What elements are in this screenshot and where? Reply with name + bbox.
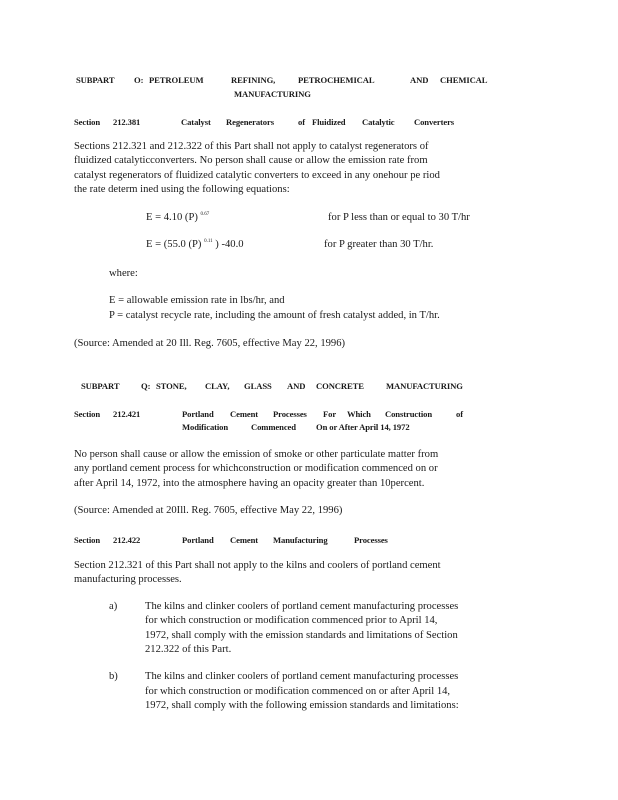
- subpart-q-word: GLASS: [244, 381, 272, 391]
- equation-lhs: E = 4.10 (P): [146, 212, 198, 223]
- list-item-label: b): [109, 671, 118, 682]
- list-item-line: The kilns and clinker coolers of portland cement manufacturing processes: [145, 601, 459, 612]
- section-title-word: Modification: [182, 422, 229, 432]
- section-number: 212.422: [113, 535, 141, 545]
- subpart-o-word: AND: [410, 75, 429, 85]
- list-item-line: for which construction or modification commenced prior to April 14,: [145, 615, 438, 626]
- equation-exponent: 0.11: [204, 239, 213, 244]
- where-label: where:: [109, 268, 138, 279]
- subpart-q-word: STONE,: [156, 381, 187, 391]
- list-item-line: 1972, shall comply with the following emission standards and limitations:: [145, 700, 459, 711]
- section-label: Section: [74, 535, 101, 545]
- source-note: (Source: Amended at 20 Ill. Reg. 7605, effective May 22, 1996): [74, 338, 346, 349]
- subpart-o-word: MANUFACTURING: [234, 89, 311, 99]
- subpart-o-word: CHEMICAL: [440, 75, 488, 85]
- section-title-word: Regenerators: [226, 117, 274, 127]
- list-item-line: 1972, shall comply with the emission standards and limitations of Section: [145, 630, 458, 641]
- section-title-word: Cement: [230, 535, 259, 545]
- equation-lhs: E = (55.0 (P): [146, 239, 202, 250]
- definition-p: P = catalyst recycle rate, including the amount of fresh catalyst added, in T/hr.: [109, 310, 440, 321]
- list-item-label: a): [109, 601, 118, 612]
- body-line: manufacturing processes.: [74, 574, 182, 585]
- body-line: No person shall cause or allow the emission of smoke or other particulate matter from: [74, 449, 439, 460]
- section-title-word: Processes: [273, 409, 307, 419]
- section-title-word: Catalytic: [362, 117, 395, 127]
- section-title-word: On or After April 14, 1972: [316, 422, 410, 432]
- section-title-word: Portland: [182, 409, 214, 419]
- body-line: any portland cement process for whichconstruction or modification commenced on or: [74, 463, 438, 474]
- subpart-o-word: PETROLEUM: [149, 75, 204, 85]
- list-item-line: for which construction or modification commenced on or after April 14,: [145, 686, 451, 697]
- section-title-word: of: [298, 117, 305, 127]
- subpart-q-word: MANUFACTURING: [386, 381, 463, 391]
- subpart-o-word: SUBPART: [76, 75, 115, 85]
- subpart-q-word: SUBPART: [81, 381, 120, 391]
- subpart-q-word: AND: [287, 381, 306, 391]
- subpart-o-word: O:: [134, 75, 144, 85]
- equation-exponent: 0.67: [200, 212, 210, 217]
- section-title-word: Portland: [182, 535, 214, 545]
- equation-condition: for P less than or equal to 30 T/hr: [328, 212, 470, 223]
- list-item-line: The kilns and clinker coolers of portland cement manufacturing processes: [145, 671, 459, 682]
- subpart-q-word: Q:: [141, 381, 151, 391]
- body-line: fluidized catalyticconverters. No person shall cause or allow the emission rate from: [74, 155, 428, 166]
- section-number: 212.381: [113, 117, 141, 127]
- section-title-word: Processes: [354, 535, 388, 545]
- source-note: (Source: Amended at 20Ill. Reg. 7605, effective May 22, 1996): [74, 505, 343, 516]
- section-title-word: Manufacturing: [273, 535, 328, 545]
- definition-e: E = allowable emission rate in lbs/hr, and: [109, 295, 285, 306]
- section-title-word: Construction: [385, 409, 433, 419]
- list-item-line: 212.322 of this Part.: [145, 644, 232, 655]
- section-title-word: Converters: [414, 117, 455, 127]
- body-line: after April 14, 1972, into the atmosphere having an opacity greater than 10percent.: [74, 478, 425, 489]
- section-title-word: Cement: [230, 409, 259, 419]
- section-label: Section: [74, 117, 101, 127]
- section-label: Section: [74, 409, 101, 419]
- section-title-word: Commenced: [251, 422, 296, 432]
- subpart-q-word: CONCRETE: [316, 381, 364, 391]
- section-number: 212.421: [113, 409, 141, 419]
- subpart-q-word: CLAY,: [205, 381, 230, 391]
- subpart-o-word: PETROCHEMICAL: [298, 75, 375, 85]
- equation-lhs-tail: ) -40.0: [215, 239, 244, 250]
- subpart-o-word: REFINING,: [231, 75, 276, 85]
- section-title-word: Which: [347, 409, 371, 419]
- section-title-word: For: [323, 409, 337, 419]
- section-title-word: Fluidized: [312, 117, 346, 127]
- body-line: Sections 212.321 and 212.322 of this Part shall not apply to catalyst regenerators of: [74, 141, 429, 152]
- body-line: Section 212.321 of this Part shall not apply to the kilns and coolers of portland cement: [74, 560, 441, 571]
- body-line: the rate determ ined using the following equations:: [74, 184, 290, 195]
- body-line: catalyst regenerators of fluidized catalytic converters to exceed in any onehour pe riod: [74, 170, 440, 181]
- section-title-word: of: [456, 409, 463, 419]
- equation-condition: for P greater than 30 T/hr.: [324, 239, 434, 250]
- section-title-word: Catalyst: [181, 117, 211, 127]
